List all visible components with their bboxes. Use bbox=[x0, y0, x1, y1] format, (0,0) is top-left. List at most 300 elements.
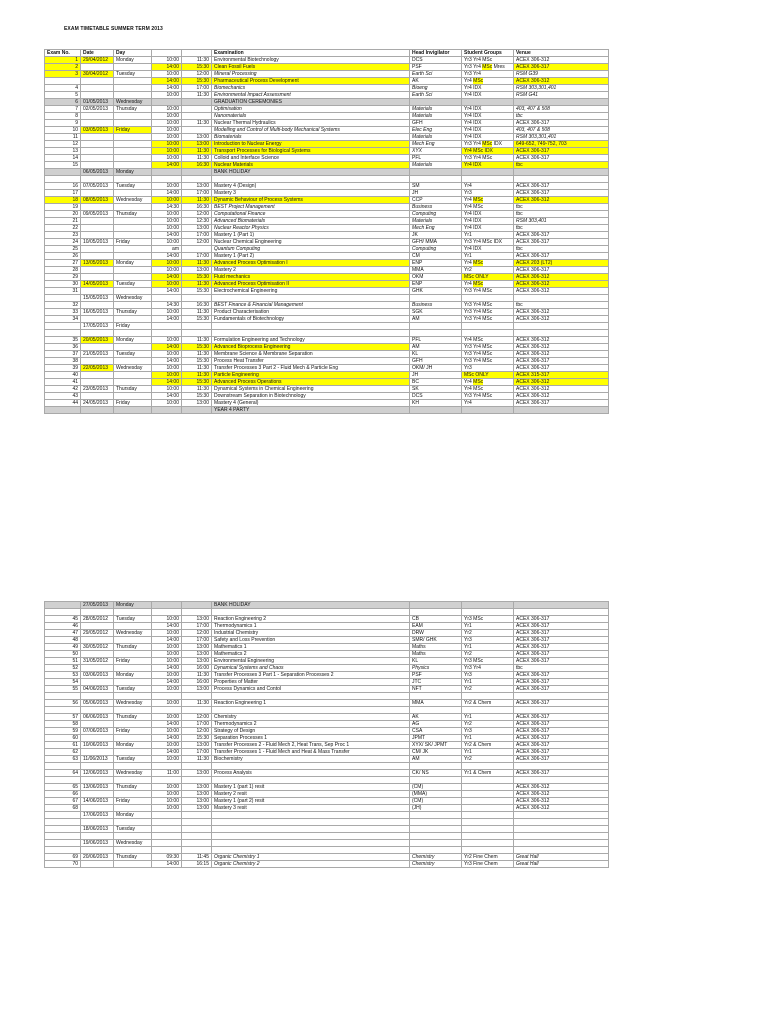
exam-row bbox=[45, 162, 609, 169]
day-cell bbox=[114, 232, 152, 239]
examination-cell: Colloid and Interface Science bbox=[212, 155, 410, 162]
day-cell: Wednesday bbox=[114, 770, 152, 777]
head-invigilator-cell: Materials bbox=[410, 106, 462, 113]
venue-cell bbox=[514, 295, 609, 302]
date-cell: 14/05/2013 bbox=[81, 281, 114, 288]
examination-cell: BEST Project Management bbox=[212, 204, 410, 211]
end-time-cell bbox=[182, 106, 212, 113]
date-cell: 28/05/2012 bbox=[81, 616, 114, 623]
empty-cell bbox=[114, 833, 152, 840]
end-time-cell: 13:00 bbox=[182, 644, 212, 651]
date-cell: 13/05/2013 bbox=[81, 260, 114, 267]
end-time-cell bbox=[182, 826, 212, 833]
exam-row bbox=[45, 700, 609, 707]
exam-number-cell: 19 bbox=[45, 204, 81, 211]
venue-cell: ACEX 306-317 bbox=[514, 232, 609, 239]
head-invigilator-cell: Computing bbox=[410, 246, 462, 253]
empty-cell bbox=[45, 833, 81, 840]
exam-number-cell: 58 bbox=[45, 721, 81, 728]
head-invigilator-cell: CB bbox=[410, 616, 462, 623]
head-invigilator-cell: Computing bbox=[410, 211, 462, 218]
exam-number-cell: 34 bbox=[45, 316, 81, 323]
spacer-row bbox=[45, 833, 609, 840]
exam-number-cell: 29 bbox=[45, 274, 81, 281]
end-time-cell: 16:30 bbox=[182, 302, 212, 309]
end-time-cell: 11:45 bbox=[182, 854, 212, 861]
venue-cell: RSM G41 bbox=[514, 92, 609, 99]
start-time-cell: 14:00 bbox=[152, 253, 182, 260]
date-cell bbox=[81, 735, 114, 742]
day-cell bbox=[114, 134, 152, 141]
venue-cell: ACEX 306-317 bbox=[514, 658, 609, 665]
start-time-cell: 10:00 bbox=[152, 92, 182, 99]
exam-row bbox=[45, 854, 609, 861]
exam-row bbox=[45, 204, 609, 211]
examination-cell: Optimisation bbox=[212, 106, 410, 113]
start-time-cell: 14:30 bbox=[152, 302, 182, 309]
date-cell: 20/06/2013 bbox=[81, 854, 114, 861]
exam-number-cell: 28 bbox=[45, 267, 81, 274]
student-groups-cell: Yr4 IDX bbox=[462, 225, 514, 232]
empty-cell bbox=[81, 777, 114, 784]
venue-cell: ACEX 306-312 bbox=[514, 78, 609, 85]
head-invigilator-cell: PFL bbox=[410, 155, 462, 162]
head-invigilator-cell: GFH bbox=[410, 120, 462, 127]
venue-cell: ACEX 306-317 bbox=[514, 637, 609, 644]
start-time-cell: 14:00 bbox=[152, 274, 182, 281]
exam-number-cell: 39 bbox=[45, 365, 81, 372]
exam-row bbox=[45, 218, 609, 225]
empty-cell bbox=[514, 833, 609, 840]
date-cell bbox=[81, 253, 114, 260]
student-groups-cell: Yr4 bbox=[462, 400, 514, 407]
venue-cell: ACEX 306-312 bbox=[514, 288, 609, 295]
student-groups-cell: Yr1 & Chem bbox=[462, 770, 514, 777]
empty-cell bbox=[410, 330, 462, 337]
date-cell: 09/05/2013 bbox=[81, 211, 114, 218]
start-time-cell: 10:00 bbox=[152, 351, 182, 358]
exam-row bbox=[45, 630, 609, 637]
exam-number-cell: 35 bbox=[45, 337, 81, 344]
exam-row bbox=[45, 616, 609, 623]
venue-cell: tbc bbox=[514, 162, 609, 169]
date-cell bbox=[81, 372, 114, 379]
exam-number-cell: 27 bbox=[45, 260, 81, 267]
examination-cell: Mastery 1 (part 1) resit bbox=[212, 784, 410, 791]
empty-cell bbox=[152, 819, 182, 826]
end-time-cell: 13:00 bbox=[182, 141, 212, 148]
start-time-cell: 14:00 bbox=[152, 393, 182, 400]
examination-cell: Electrochemical Engineering bbox=[212, 288, 410, 295]
start-time-cell: 14:00 bbox=[152, 637, 182, 644]
empty-cell bbox=[182, 777, 212, 784]
spacer-row bbox=[45, 847, 609, 854]
student-groups-cell: Yr2 bbox=[462, 721, 514, 728]
head-invigilator-cell: Physics bbox=[410, 665, 462, 672]
end-time-cell: 11:30 bbox=[182, 57, 212, 64]
day-cell: Monday bbox=[114, 812, 152, 819]
day-cell bbox=[114, 225, 152, 232]
examination-cell: Mathematics 2 bbox=[212, 651, 410, 658]
student-groups-cell: Yr1 bbox=[462, 253, 514, 260]
start-time-cell: 10:00 bbox=[152, 106, 182, 113]
start-time-cell: 10:00 bbox=[152, 644, 182, 651]
exam-row bbox=[45, 197, 609, 204]
day-cell bbox=[114, 92, 152, 99]
exam-timetable-table-2 bbox=[44, 601, 609, 868]
head-invigilator-cell bbox=[410, 295, 462, 302]
empty-cell bbox=[212, 763, 410, 770]
day-cell: Thursday bbox=[114, 714, 152, 721]
venue-cell: ACEX 306-312 bbox=[514, 344, 609, 351]
end-time-cell: 12:00 bbox=[182, 211, 212, 218]
exam-number-cell: 70 bbox=[45, 861, 81, 868]
start-time-cell: am bbox=[152, 246, 182, 253]
start-time-cell: 10:00 bbox=[152, 183, 182, 190]
end-time-cell: 11:30 bbox=[182, 197, 212, 204]
day-cell: Monday bbox=[114, 602, 152, 609]
start-time-cell: 10:00 bbox=[152, 365, 182, 372]
student-groups-cell bbox=[462, 812, 514, 819]
date-cell bbox=[81, 665, 114, 672]
date-cell: 18/06/2013 bbox=[81, 826, 114, 833]
student-groups-text: IDX bbox=[492, 141, 502, 147]
end-time-cell: 12:00 bbox=[182, 630, 212, 637]
empty-cell bbox=[45, 819, 81, 826]
head-invigilator-cell: KL bbox=[410, 658, 462, 665]
date-cell: 14/06/2013 bbox=[81, 798, 114, 805]
student-groups-highlight: MSc bbox=[473, 260, 484, 266]
head-invigilator-cell: SMR/ GHK bbox=[410, 637, 462, 644]
end-time-cell: 13:00 bbox=[182, 616, 212, 623]
spacer-row bbox=[45, 609, 609, 616]
empty-cell bbox=[514, 330, 609, 337]
exam-row bbox=[45, 386, 609, 393]
student-groups-cell: Yr1 bbox=[462, 644, 514, 651]
end-time-cell: 15:30 bbox=[182, 379, 212, 386]
empty-cell bbox=[114, 763, 152, 770]
student-groups-cell: Yr3 Fine Chem bbox=[462, 861, 514, 868]
venue-cell: ACEX 306-317 bbox=[514, 155, 609, 162]
day-cell: Wednesday bbox=[114, 197, 152, 204]
date-cell bbox=[81, 316, 114, 323]
start-time-cell: 14:00 bbox=[152, 679, 182, 686]
venue-cell: ACEX 306-317 bbox=[514, 714, 609, 721]
start-time-cell bbox=[152, 407, 182, 414]
day-cell: Wednesday bbox=[114, 700, 152, 707]
empty-cell bbox=[114, 777, 152, 784]
exam-row bbox=[45, 351, 609, 358]
start-time-cell: 10:00 bbox=[152, 267, 182, 274]
exam-number-cell: 59 bbox=[45, 728, 81, 735]
spacer-row bbox=[45, 176, 609, 183]
empty-cell bbox=[114, 330, 152, 337]
end-time-cell: 17:00 bbox=[182, 253, 212, 260]
day-cell bbox=[114, 623, 152, 630]
end-time-cell: 13:00 bbox=[182, 805, 212, 812]
venue-cell: Great Hall bbox=[514, 854, 609, 861]
day-cell bbox=[114, 162, 152, 169]
start-time-cell: 10:00 bbox=[152, 756, 182, 763]
end-time-cell: 13:00 bbox=[182, 658, 212, 665]
examination-cell: Organic Chemistry 2 bbox=[212, 861, 410, 868]
student-groups-highlight: MSc bbox=[473, 197, 484, 203]
student-groups-highlight: MSc bbox=[473, 281, 484, 287]
exam-number-cell bbox=[45, 78, 81, 85]
start-time-cell: 09:30 bbox=[152, 854, 182, 861]
head-invigilator-cell: Elec Eng bbox=[410, 127, 462, 134]
date-cell bbox=[81, 344, 114, 351]
examination-cell: Nuclear Chemical Engineering bbox=[212, 239, 410, 246]
venue-cell: ACEX 306-317 bbox=[514, 770, 609, 777]
student-groups-text: Yr3 Yr4 bbox=[464, 64, 483, 70]
start-time-cell: 14:00 bbox=[152, 861, 182, 868]
date-cell: 07/06/2013 bbox=[81, 728, 114, 735]
exam-number-cell: 64 bbox=[45, 770, 81, 777]
examination-cell: Mastery 4 (Design) bbox=[212, 183, 410, 190]
date-cell: 30/05/2012 bbox=[81, 644, 114, 651]
empty-cell bbox=[45, 330, 81, 337]
examination-cell: Mathematics 1 bbox=[212, 644, 410, 651]
empty-cell bbox=[514, 763, 609, 770]
student-groups-cell bbox=[462, 840, 514, 847]
exam-number-cell: 53 bbox=[45, 672, 81, 679]
date-cell: 31/05/2012 bbox=[81, 658, 114, 665]
venue-cell: tbc bbox=[514, 225, 609, 232]
empty-cell bbox=[152, 777, 182, 784]
day-cell: Thursday bbox=[114, 854, 152, 861]
day-cell bbox=[114, 721, 152, 728]
examination-cell: Mastery 1 (Part 2) bbox=[212, 253, 410, 260]
date-cell bbox=[81, 190, 114, 197]
head-invigilator-cell: AK bbox=[410, 714, 462, 721]
start-time-cell: 10:00 bbox=[152, 616, 182, 623]
date-cell: 19/06/2013 bbox=[81, 840, 114, 847]
exam-number-cell: 63 bbox=[45, 756, 81, 763]
student-groups-cell: Yr2 bbox=[462, 630, 514, 637]
exam-row bbox=[45, 288, 609, 295]
day-cell bbox=[114, 120, 152, 127]
empty-cell bbox=[462, 609, 514, 616]
venue-cell: ACEX 306-317 bbox=[514, 756, 609, 763]
examination-cell: Dynamical Systems and Chaos bbox=[212, 665, 410, 672]
head-invigilator-cell: GFH/ MMA bbox=[410, 239, 462, 246]
exam-row bbox=[45, 127, 609, 134]
exam-row bbox=[45, 637, 609, 644]
date-cell bbox=[81, 204, 114, 211]
student-groups-cell bbox=[462, 379, 514, 386]
day-cell: Tuesday bbox=[114, 183, 152, 190]
end-time-cell: 17:00 bbox=[182, 85, 212, 92]
start-time-cell: 10:00 bbox=[152, 134, 182, 141]
student-groups-cell: Yr3 Yr4 MSc bbox=[462, 288, 514, 295]
day-cell: Wednesday bbox=[114, 840, 152, 847]
exam-row bbox=[45, 644, 609, 651]
day-cell: Friday bbox=[114, 728, 152, 735]
empty-cell bbox=[114, 176, 152, 183]
end-time-cell: 16:00 bbox=[182, 679, 212, 686]
start-time-cell: 14:00 bbox=[152, 665, 182, 672]
start-time-cell: 10:00 bbox=[152, 742, 182, 749]
head-invigilator-cell: JH bbox=[410, 372, 462, 379]
examination-cell: Nanomaterials bbox=[212, 113, 410, 120]
exam-number-cell: 1 bbox=[45, 57, 81, 64]
day-cell bbox=[114, 407, 152, 414]
day-cell: Monday bbox=[114, 260, 152, 267]
start-time-cell: 10:00 bbox=[152, 798, 182, 805]
examination-cell: Transport Processes for Biological Systems bbox=[212, 148, 410, 155]
head-invigilator-cell: DCS bbox=[410, 393, 462, 400]
exam-number-cell: 40 bbox=[45, 372, 81, 379]
start-time-cell: 10:00 bbox=[152, 309, 182, 316]
examination-cell: Thermodynamics 1 bbox=[212, 623, 410, 630]
start-time-cell bbox=[152, 840, 182, 847]
examination-cell: Product Characterisation bbox=[212, 309, 410, 316]
exam-number-cell: 21 bbox=[45, 218, 81, 225]
day-cell bbox=[114, 861, 152, 868]
end-time-cell bbox=[182, 113, 212, 120]
venue-cell: Great Hall bbox=[514, 861, 609, 868]
empty-cell bbox=[462, 176, 514, 183]
header-date: Date bbox=[81, 50, 114, 57]
day-cell: Wednesday bbox=[114, 365, 152, 372]
exam-row bbox=[45, 120, 609, 127]
head-invigilator-cell bbox=[410, 169, 462, 176]
day-cell: Monday bbox=[114, 672, 152, 679]
examination-cell: Transfer Processes 2 - Fluid Mech 2, Heat Trans, Sep Proc 1 bbox=[212, 742, 410, 749]
day-cell bbox=[114, 302, 152, 309]
exam-number-cell: 54 bbox=[45, 679, 81, 686]
student-groups-cell: Yr1 bbox=[462, 232, 514, 239]
start-time-cell bbox=[152, 169, 182, 176]
empty-cell bbox=[182, 819, 212, 826]
empty-cell bbox=[182, 693, 212, 700]
head-invigilator-cell: NFT bbox=[410, 686, 462, 693]
student-groups-cell bbox=[462, 407, 514, 414]
examination-cell: Environmental Engineering bbox=[212, 658, 410, 665]
date-cell bbox=[81, 78, 114, 85]
day-cell: Monday bbox=[114, 169, 152, 176]
examination-cell: Process Heat Transfer bbox=[212, 358, 410, 365]
head-invigilator-cell: PSF bbox=[410, 672, 462, 679]
empty-cell bbox=[212, 833, 410, 840]
student-groups-cell: Yr3 Yr4 MSc bbox=[462, 309, 514, 316]
start-time-cell: 10:00 bbox=[152, 651, 182, 658]
date-cell: 06/05/2013 bbox=[81, 169, 114, 176]
start-time-cell: 10:00 bbox=[152, 386, 182, 393]
date-cell: 03/05/2013 bbox=[81, 127, 114, 134]
day-cell: Thursday bbox=[114, 644, 152, 651]
day-cell: Thursday bbox=[114, 309, 152, 316]
empty-cell bbox=[212, 176, 410, 183]
spacer-row bbox=[45, 330, 609, 337]
student-groups-highlight: MSc bbox=[473, 78, 484, 84]
head-invigilator-cell: Maths bbox=[410, 644, 462, 651]
venue-cell: 649-652, 749-752, 703 bbox=[514, 141, 609, 148]
venue-cell bbox=[514, 169, 609, 176]
end-time-cell: 13:00 bbox=[182, 791, 212, 798]
exam-row bbox=[45, 749, 609, 756]
end-time-cell: 12:00 bbox=[182, 714, 212, 721]
student-groups-cell: Yr3 bbox=[462, 190, 514, 197]
end-time-cell: 11:30 bbox=[182, 281, 212, 288]
end-time-cell: 13:00 bbox=[182, 134, 212, 141]
exam-number-cell: 68 bbox=[45, 805, 81, 812]
exam-row bbox=[45, 246, 609, 253]
examination-cell bbox=[212, 826, 410, 833]
date-cell: 02/05/2013 bbox=[81, 106, 114, 113]
venue-cell: RSM 303,301,401 bbox=[514, 134, 609, 141]
examination-cell: Separation Processes 1 bbox=[212, 735, 410, 742]
end-time-cell bbox=[182, 812, 212, 819]
examination-cell: Nuclear Materials bbox=[212, 162, 410, 169]
head-invigilator-cell: JTC bbox=[410, 679, 462, 686]
exam-number-cell: 15 bbox=[45, 162, 81, 169]
start-time-cell bbox=[152, 602, 182, 609]
date-cell: 17/05/2013 bbox=[81, 323, 114, 330]
end-time-cell: 11:30 bbox=[182, 148, 212, 155]
start-time-cell: 10:00 bbox=[152, 728, 182, 735]
student-groups-cell: Yr3 Yr4 MSc bbox=[462, 351, 514, 358]
examination-cell: BANK HOLIDAY bbox=[212, 169, 410, 176]
date-cell bbox=[81, 85, 114, 92]
head-invigilator-cell: AG bbox=[410, 721, 462, 728]
day-cell bbox=[114, 78, 152, 85]
day-cell: Thursday bbox=[114, 784, 152, 791]
examination-cell: Mineral Processing bbox=[212, 71, 410, 78]
empty-cell bbox=[182, 763, 212, 770]
examination-cell: GRADUATION CEREMONIES bbox=[212, 99, 410, 106]
empty-cell bbox=[152, 609, 182, 616]
exam-row bbox=[45, 253, 609, 260]
exam-row bbox=[45, 672, 609, 679]
end-time-cell: 16:15 bbox=[182, 861, 212, 868]
exam-row bbox=[45, 665, 609, 672]
day-cell bbox=[114, 204, 152, 211]
head-invigilator-cell: Chemistry bbox=[410, 854, 462, 861]
end-time-cell: 15:30 bbox=[182, 78, 212, 85]
exam-row bbox=[45, 791, 609, 798]
date-cell bbox=[81, 113, 114, 120]
day-cell bbox=[114, 344, 152, 351]
venue-cell: ACEX 306-317 bbox=[514, 267, 609, 274]
student-groups-cell: Yr1 bbox=[462, 679, 514, 686]
exam-number-cell: 57 bbox=[45, 714, 81, 721]
student-groups-cell bbox=[462, 791, 514, 798]
head-invigilator-cell: (JH) bbox=[410, 805, 462, 812]
exam-number-cell: 49 bbox=[45, 644, 81, 651]
venue-cell: ACEX 306-317 bbox=[514, 120, 609, 127]
date-cell bbox=[81, 393, 114, 400]
end-time-cell: 15:30 bbox=[182, 274, 212, 281]
end-time-cell: 13:00 bbox=[182, 770, 212, 777]
examination-cell: Pharmaceutical Process Development bbox=[212, 78, 410, 85]
end-time-cell: 11:30 bbox=[182, 120, 212, 127]
exam-row bbox=[45, 728, 609, 735]
exam-number-cell: 5 bbox=[45, 92, 81, 99]
head-invigilator-cell: Mech Eng bbox=[410, 141, 462, 148]
exam-number-cell: 6 bbox=[45, 99, 81, 106]
empty-cell bbox=[45, 847, 81, 854]
examination-cell: Organic Chemistry 1 bbox=[212, 854, 410, 861]
head-invigilator-cell: AM bbox=[410, 316, 462, 323]
student-groups-cell: MSc ONLY bbox=[462, 372, 514, 379]
exam-row bbox=[45, 134, 609, 141]
date-cell: 08/05/2013 bbox=[81, 197, 114, 204]
date-cell: 30/04/2012 bbox=[81, 71, 114, 78]
day-cell bbox=[114, 148, 152, 155]
empty-cell bbox=[114, 609, 152, 616]
